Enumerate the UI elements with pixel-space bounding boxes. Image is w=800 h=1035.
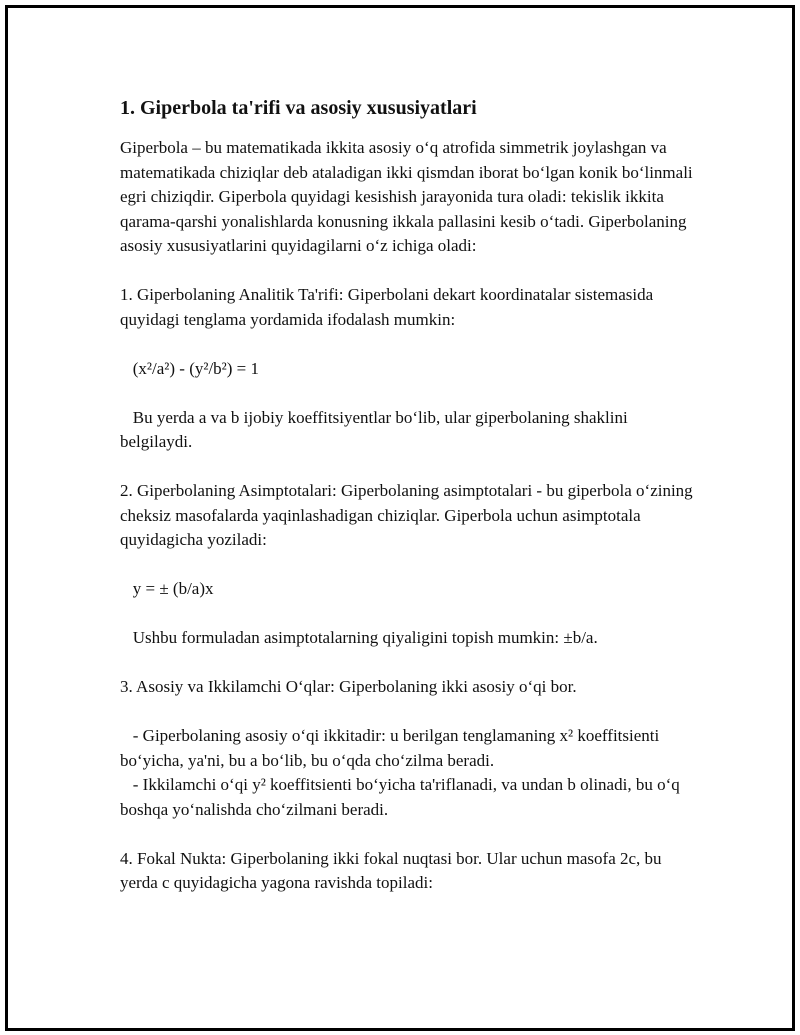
hyperbola-equation: (x²/a²) - (y²/b²) = 1 [120,358,260,378]
spacer [120,381,700,406]
section-2-note: Ushbu formuladan asimptotalarning qiyaligini topish mumkin: ±b/a. [120,628,598,647]
section-heading: 1. Giperbola ta'rifi va asosiy xususiyatlari [120,97,477,119]
spacer [120,651,700,676]
section-1-note: Bu yerda a va b ijobiy koeffitsiyentlar bo‘lib, ular giperbolaning shaklini belgilaydi. [120,407,632,451]
section-2-text: 2. Giperbolaning Asimptotalari: Giperbolaning asimptotalari - bu giperbola o‘zining cheksiz masofalarda yaqinlashadigan chiziqlar. Giperbola uchun asimptotala quyidagicha yoziladi: [120,481,697,549]
section-1-text: 1. Giperbolaning Analitik Ta'rifi: Giperbolani dekart koordinatalar sistemasida quyidagi tenglama yordamida ifodalash mumkin: [120,285,658,329]
intro-paragraph: Giperbola – bu matematikada ikkita asosiy o‘q atrofida simmetrik joylashgan va matematikada chiziqlar deb ataladigan ikki qismdan iborat bo‘lgan konik bo‘linmali egri chiziqdir. Giperbola quyidagi kesishish jarayonida tura oladi: tekislik ikkita qarama-qarshi yonalishlarda konusning ikkala pallasini kesib o‘tadi. Giperbolaning asosiy xususiyatlarini quyidagilarni o‘z ichiga oladi: [120,138,697,255]
spacer [120,332,700,357]
spacer [120,822,700,847]
section-3-item-1: - Giperbolaning asosiy o‘qi ikkitadir: u berilgan tenglamaning x² koeffitsienti bo‘yicha, ya'ni, bu a bo‘lib, bu o‘qda cho‘zilma beradi. [120,726,664,770]
document-body [120,94,700,896]
spacer [120,553,700,578]
spacer [120,455,700,480]
page-frame [5,5,795,1031]
section-3-item-2: - Ikkilamchi o‘qi y² koeffitsienti bo‘yicha ta'riflanadi, va undan b olinadi, bu o‘q boshqa yo‘nalishda cho‘zilmani beradi. [120,775,684,819]
spacer [120,602,700,627]
asymptote-equation: y = ± (b/a)x [120,579,214,598]
spacer [120,259,700,284]
section-3-text: 3. Asosiy va Ikkilamchi O‘qlar: Giperbolaning ikki asosiy o‘qi bor. [120,677,577,696]
spacer [120,700,700,725]
section-4-text: 4. Fokal Nukta: Giperbolaning ikki fokal nuqtasi bor. Ular uchun masofa 2c, bu yerda c quyidagicha yagona ravishda topiladi: [120,848,666,892]
